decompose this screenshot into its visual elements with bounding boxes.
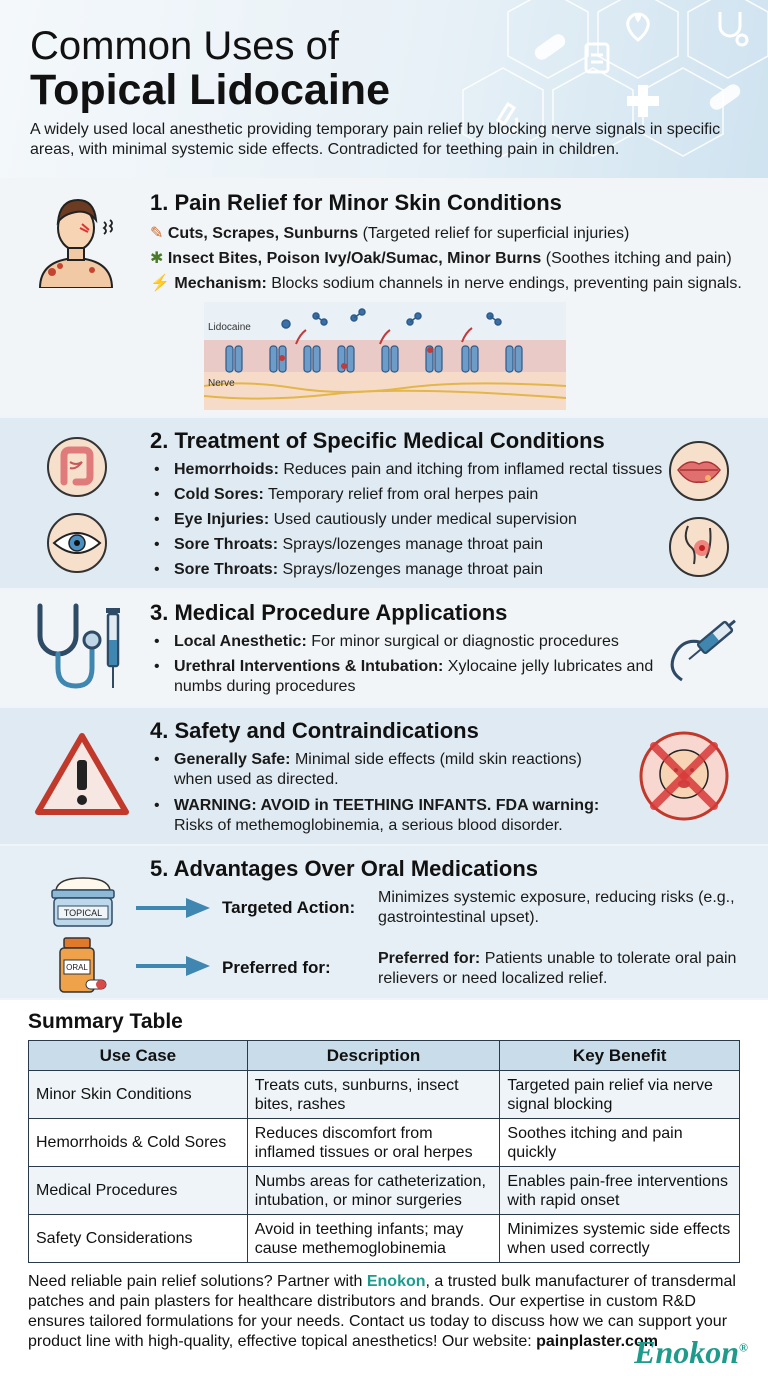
table-cell: Targeted pain relief via nerve signal blocking: [500, 1071, 740, 1119]
stethoscope-icon: [720, 12, 747, 45]
table-row: [29, 1071, 740, 1119]
section2-title: 2. Treatment of Specific Medical Conditions: [150, 428, 605, 453]
table-cell: Enables pain-free interventions with rapid onset: [500, 1167, 740, 1215]
jar-label: TOPICAL: [63, 908, 103, 918]
page-title-line2: Topical Lidocaine: [30, 66, 390, 114]
table-cell: Reduces discomfort from inflamed tissues or oral herpes: [247, 1119, 500, 1167]
arrow-right-icon: [134, 954, 212, 978]
footer-text: Need reliable pain relief solutions? Partner with Enokon, a trusted bulk manufacturer of transdermal patches and pain plasters for healthcare distributors and brands. Our expertise in custom R&D ensures tailored formulations for your needs. Contact us today to discuss how we can support your product line with high-quality, effective topical anesthetics! Our website: painplaster.com: [28, 1273, 736, 1350]
bug-icon: ✱: [150, 250, 164, 267]
topical-jar-icon: [48, 876, 118, 928]
arrow-right-icon: [134, 896, 212, 920]
section4-title: 4. Safety and Contraindications: [150, 718, 479, 743]
table-row: [29, 1119, 740, 1167]
section1-title: 1. Pain Relief for Minor Skin Conditions: [150, 190, 562, 215]
section4-item-1: • Generally Safe: Minimal side effects (mild skin reactions) when used as directed.: [156, 750, 596, 790]
advantage-label-targeted: Targeted Action:: [222, 898, 356, 917]
section3-title: 3. Medical Procedure Applications: [150, 600, 508, 625]
stethoscope-syringe-icon: [30, 600, 130, 696]
catheter-syringe-icon: [662, 610, 742, 690]
table-cell: Minor Skin Conditions: [29, 1071, 248, 1119]
section1-item-3: ⚡ Mechanism: Blocks sodium channels in nerve endings, preventing pain signals.: [150, 275, 742, 292]
brand-link[interactable]: Enokon: [366, 1273, 426, 1290]
section-safety: [0, 708, 768, 844]
eye-icon: [46, 512, 108, 574]
section-advantages: [0, 846, 768, 998]
diagram-label-lidocaine: Lidocaine: [208, 322, 251, 333]
section1-item-1: ✎ Cuts, Scrapes, Sunburns (Targeted relief for superficial injuries): [150, 225, 630, 242]
section-skin-conditions: [0, 178, 768, 416]
summary-section: [0, 1000, 768, 1376]
person-skin-irritation-icon: [30, 192, 122, 288]
advantage-desc-targeted: Minimizes systemic exposure, reducing risks (e.g., gastrointestinal upset).: [378, 889, 735, 926]
section2-item-2: • Cold Sores: Temporary relief from oral herpes pain: [156, 485, 538, 505]
section-procedures: [0, 590, 768, 706]
section5-title: 5. Advantages Over Oral Medications: [150, 856, 538, 881]
lips-cold-sore-icon: [668, 440, 730, 502]
section2-item-3: • Eye Injuries: Used cautiously under medical supervision: [156, 510, 577, 530]
sore-throat-icon: [668, 516, 730, 578]
table-header: Description: [247, 1041, 500, 1071]
clipboard-icon: [586, 44, 608, 72]
table-header-row: [29, 1041, 740, 1071]
section2-item-4: • Sore Throats: Sprays/lozenges manage throat pain: [156, 535, 543, 555]
bandage-icon: ✎: [150, 225, 164, 242]
table-row: [29, 1167, 740, 1215]
bottle-label: ORAL: [66, 963, 88, 972]
table-cell: Soothes itching and pain quickly: [500, 1119, 740, 1167]
summary-table: [28, 1040, 740, 1263]
table-cell: Hemorrhoids & Cold Sores: [29, 1119, 248, 1167]
section3-item-1: • Local Anesthetic: For minor surgical or diagnostic procedures: [156, 632, 656, 652]
page-title-line1: Common Uses of: [30, 24, 339, 68]
section2-item-5: • Sore Throats: Sprays/lozenges manage throat pain: [156, 560, 543, 580]
table-cell: Avoid in teething infants; may cause methemoglobinemia: [247, 1215, 500, 1263]
section2-item-1: • Hemorrhoids: Reduces pain and itching from inflamed rectal tissues: [156, 460, 662, 480]
table-row: [29, 1215, 740, 1263]
section4-item-2: • WARNING: AVOID in TEETHING INFANTS. FDA warning: Risks of methemoglobinemia, a serious blood disorder.: [156, 796, 626, 836]
website-link[interactable]: painplaster.com: [536, 1333, 658, 1350]
sodium-channel-diagram: [204, 302, 566, 410]
section3-item-2: • Urethral Interventions & Intubation: Xylocaine jelly lubricates and numbs during procedures: [156, 657, 656, 697]
intestine-icon: [46, 436, 108, 498]
intro-text: A widely used local anesthetic providing temporary pain relief by blocking nerve signals in specific areas, with minimal systemic side effects. Contradicted for teething pain in children.: [30, 121, 721, 158]
summary-title: Summary Table: [28, 1010, 183, 1033]
table-cell: Minimizes systemic side effects when used correctly: [500, 1215, 740, 1263]
advantage-desc-preferred: Preferred for: Patients unable to tolerate oral pain relievers or need localized relief.: [378, 950, 737, 987]
table-cell: Treats cuts, sunburns, insect bites, rashes: [247, 1071, 500, 1119]
no-infant-icon: [638, 730, 730, 822]
warning-triangle-icon: [32, 730, 132, 820]
table-header: Use Case: [29, 1041, 248, 1071]
table-cell: Numbs areas for catheterization, intubation, or minor surgeries: [247, 1167, 500, 1215]
heart-icon: [628, 14, 649, 40]
section1-item-2: ✱ Insect Bites, Poison Ivy/Oak/Sumac, Minor Burns (Soothes itching and pain): [150, 250, 732, 267]
enokon-logo: Enokon®: [634, 1334, 748, 1370]
table-cell: Medical Procedures: [29, 1167, 248, 1215]
table-header: Key Benefit: [500, 1041, 740, 1071]
section-medical-conditions: [0, 418, 768, 588]
header: [0, 0, 768, 178]
nerve-icon: ⚡: [150, 275, 170, 292]
diagram-label-nerve: Nerve: [208, 378, 235, 389]
advantage-label-preferred: Preferred for:: [222, 958, 331, 977]
oral-medicine-bottle-icon: [56, 936, 108, 994]
table-cell: Safety Considerations: [29, 1215, 248, 1263]
